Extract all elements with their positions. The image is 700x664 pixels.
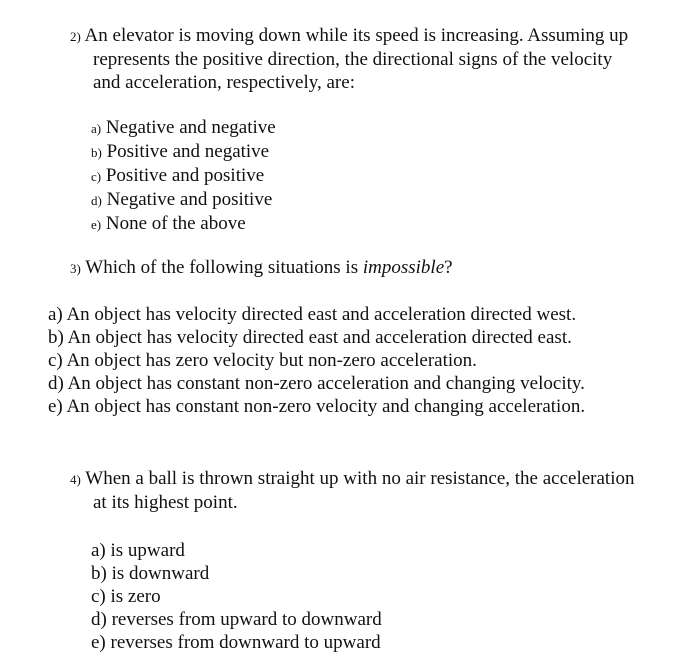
question-2-option-d — [91, 188, 276, 212]
question-4-line-1 — [70, 467, 690, 491]
option-label: b) — [91, 145, 102, 160]
question-3-suffix: ? — [444, 257, 453, 278]
option-label: d) — [91, 193, 102, 208]
option-label: a) — [91, 121, 102, 136]
question-2-line-1 — [70, 24, 690, 48]
question-3-number: 3) — [70, 261, 81, 276]
question-2-number: 2) — [70, 29, 81, 44]
option-text: Negative and negative — [105, 117, 276, 138]
question-2-text-line-1: An elevator is moving down while its speed is increasing. Assuming up — [84, 25, 629, 46]
question-3-option-d: d) An object has constant non-zero acceleration and changing velocity. — [48, 373, 585, 394]
question-2-option-c — [91, 164, 276, 188]
option-text: Positive and negative — [106, 141, 270, 162]
question-3 — [70, 256, 690, 280]
question-4-text-line-1: When a ball is thrown straight up with no air resistance, the acceleration — [85, 468, 635, 489]
question-3-option-e: e) An object has constant non-zero velocity and changing acceleration. — [48, 396, 586, 417]
question-2-option-e — [91, 212, 276, 236]
question-2-text-line-2: represents the positive direction, the directional signs of the velocity — [93, 49, 613, 70]
question-3-line-1 — [70, 256, 690, 280]
question-4-number: 4) — [70, 472, 81, 487]
question-4-options — [91, 539, 382, 654]
question-4-option-e: e) reverses from downward to upward — [91, 632, 381, 653]
question-3-options — [48, 303, 585, 418]
option-text: Positive and positive — [105, 165, 265, 186]
question-2-options — [91, 116, 276, 236]
question-4-option-a: a) is upward — [91, 540, 185, 561]
question-3-option-a: a) An object has velocity directed east and acceleration directed west. — [48, 304, 577, 325]
question-3-option-b: b) An object has velocity directed east and acceleration directed east. — [48, 327, 572, 348]
question-3-prefix: Which of the following situations is — [85, 257, 363, 278]
option-text: None of the above — [105, 213, 246, 234]
option-label: c) — [91, 169, 102, 184]
question-3-option-c: c) An object has zero velocity but non-zero acceleration. — [48, 350, 477, 371]
question-2-option-a — [91, 116, 276, 140]
question-2-option-b — [91, 140, 276, 164]
question-4-text-line-2: at its highest point. — [93, 492, 238, 513]
option-label: e) — [91, 217, 102, 232]
question-4 — [70, 467, 690, 514]
question-4-option-b: b) is downward — [91, 563, 210, 584]
question-3-emphasis: impossible — [362, 257, 445, 278]
question-4-option-c: c) is zero — [91, 586, 161, 607]
question-2-text-line-3: and acceleration, respectively, are: — [93, 72, 355, 93]
question-4-option-d: d) reverses from upward to downward — [91, 609, 382, 630]
question-2 — [70, 24, 690, 94]
option-text: Negative and positive — [106, 189, 273, 210]
